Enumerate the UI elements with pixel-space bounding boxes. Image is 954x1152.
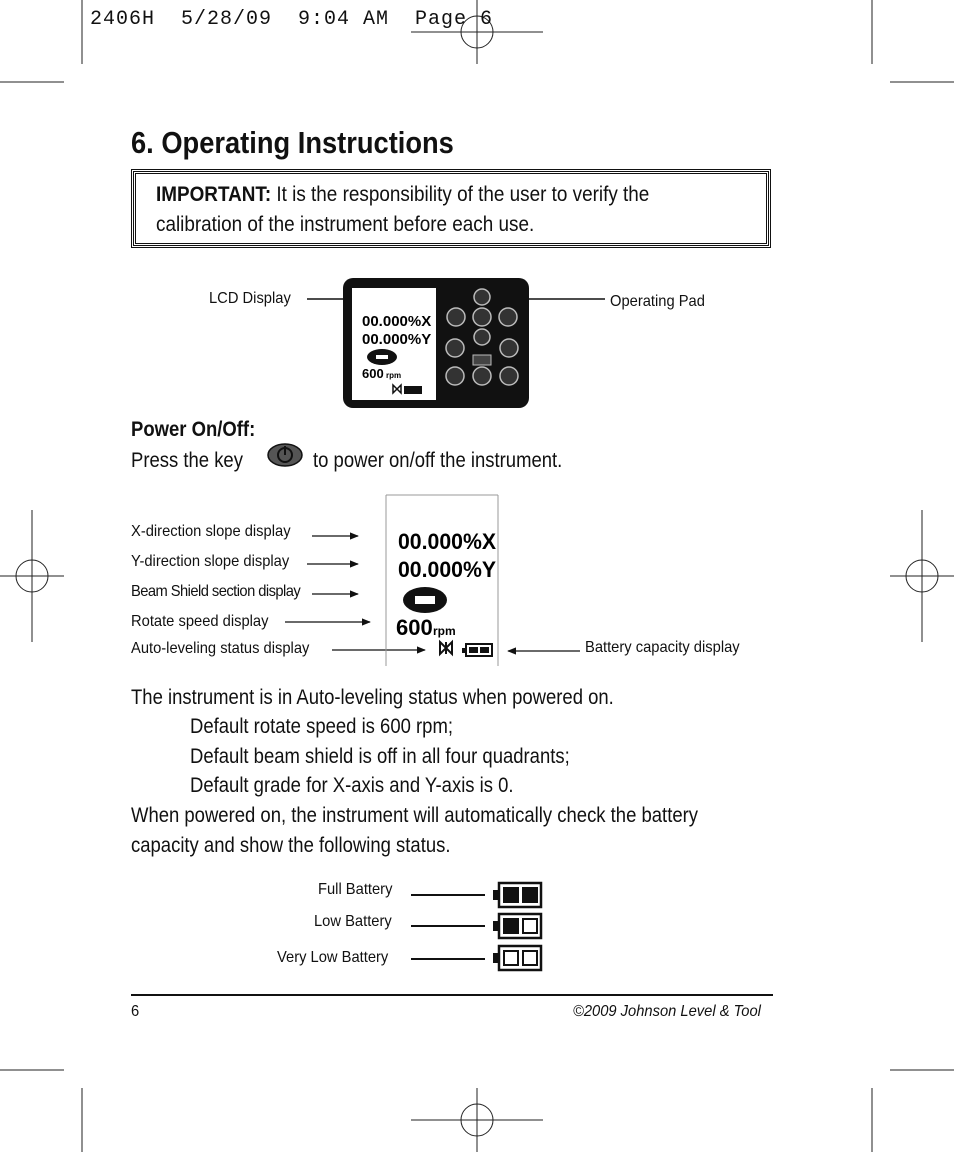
beam-shield-label: Beam Shield section display [131, 583, 301, 600]
battery-capacity-label: Battery capacity display [585, 639, 740, 656]
auto-leveling-label: Auto-leveling status display [131, 640, 310, 657]
power-text-before: Press the key [131, 449, 243, 472]
power-key-icon [266, 441, 306, 469]
control-panel-diagram [300, 275, 620, 415]
body-line-1: The instrument is in Auto-leveling status when powered on. [131, 686, 614, 709]
battery-levels-diagram [405, 875, 550, 975]
page-number: 6 [131, 1003, 140, 1020]
footer-rule [131, 994, 773, 996]
very-low-battery-icon [493, 946, 541, 970]
important-notice [156, 180, 696, 240]
lcd-speed-value: 600 [396, 615, 433, 640]
low-battery-label: Low Battery [314, 913, 392, 930]
panel-lcd-rpm: rpm [386, 371, 402, 380]
body-line-3: Default beam shield is off in all four quadrants; [190, 745, 570, 768]
body-line-5: When powered on, the instrument will automatically check the battery [131, 804, 699, 827]
full-battery-label: Full Battery [318, 881, 393, 898]
panel-lcd-x: 00.000%X [362, 313, 432, 330]
print-slug: 2406H 5/28/09 9:04 AM Page 6 [90, 8, 494, 31]
body-line-6: capacity and show the following status. [131, 834, 451, 857]
operating-pad-label: Operating Pad [610, 293, 705, 310]
copyright: ©2009 Johnson Level & Tool [573, 1003, 761, 1020]
lcd-detail-diagram [280, 490, 590, 670]
full-battery-icon [493, 883, 541, 907]
lcd-y-value: 00.000%Y [398, 557, 497, 582]
important-line-1: It is the responsibility of the user to verify the [271, 183, 650, 206]
power-text-after: to power on/off the instrument. [313, 449, 563, 472]
body-line-2: Default rotate speed is 600 rpm; [190, 715, 453, 738]
lcd-x-value: 00.000%X [398, 529, 497, 554]
page-title: 6. Operating Instructions [131, 125, 454, 160]
panel-lcd-speed: 600 [362, 366, 384, 381]
x-slope-label: X-direction slope display [131, 523, 291, 540]
power-heading: Power On/Off: [131, 418, 256, 441]
low-battery-icon [493, 914, 541, 938]
important-line-2: calibration of the instrument before each use. [156, 213, 535, 236]
lcd-display-label: LCD Display [209, 290, 291, 307]
lcd-rpm-unit: rpm [433, 624, 456, 638]
y-slope-label: Y-direction slope display [131, 553, 290, 570]
panel-lcd-y: 00.000%Y [362, 331, 432, 348]
rotate-speed-label: Rotate speed display [131, 613, 269, 630]
important-label: IMPORTANT: [156, 183, 272, 206]
very-low-battery-label: Very Low Battery [277, 949, 389, 966]
body-line-4: Default grade for X-axis and Y-axis is 0. [190, 774, 514, 797]
